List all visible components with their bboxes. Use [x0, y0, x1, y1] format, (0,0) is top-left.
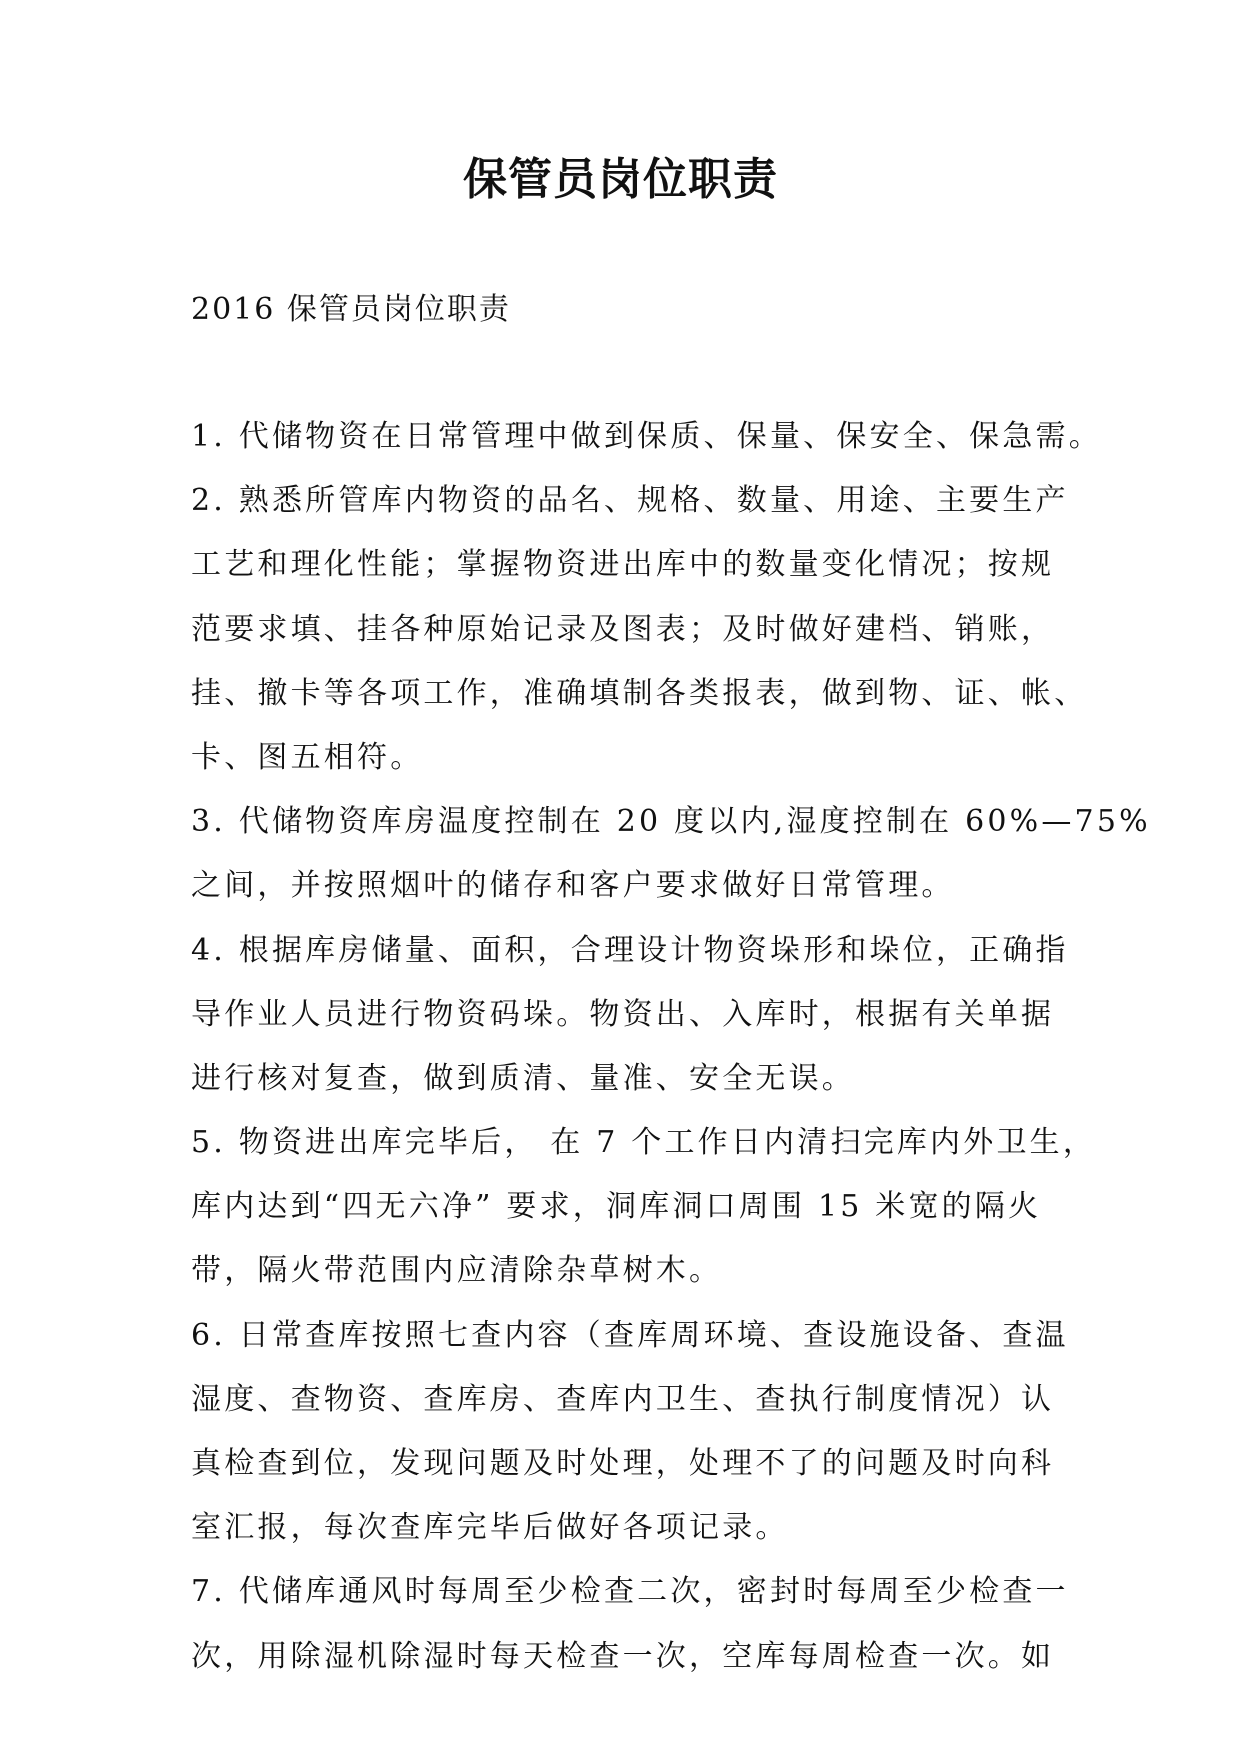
body-line: 导作业人员进行物资码垛。物资出、入库时，根据有关单据: [191, 996, 1055, 1032]
body-line: 7. 代储库通风时每周至少检查二次，密封时每周至少检查一: [191, 1574, 1069, 1610]
body-line: 3. 代储物资库房温度控制在 20 度以内,湿度控制在 60%—75%: [191, 804, 1151, 840]
body-line: 挂、撤卡等各项工作，准确填制各类报表，做到物、证、帐、: [191, 675, 1088, 711]
body-line: 范要求填、挂各种原始记录及图表；及时做好建档、销账，: [191, 611, 1055, 647]
body-line: 真检查到位，发现问题及时处理，处理不了的问题及时向科: [191, 1446, 1055, 1481]
body-line: 4. 根据库房储量、面积，合理设计物资垛形和垛位，正确指: [191, 932, 1069, 968]
document-body: [191, 405, 1151, 1689]
body-line: 工艺和理化性能；掌握物资进出库中的数量变化情况；按规: [191, 547, 1055, 583]
body-line: 湿度、查物资、查库房、查库内卫生、查执行制度情况）认: [191, 1381, 1055, 1417]
body-line: 次，用除湿机除湿时每天检查一次，空库每周检查一次。如: [191, 1638, 1055, 1674]
body-line: 室汇报，每次查库完毕后做好各项记录。: [191, 1510, 789, 1546]
body-line: 之间，并按照烟叶的储存和客户要求做好日常管理。: [191, 868, 955, 904]
body-line: 2. 熟悉所管库内物资的品名、规格、数量、用途、主要生产: [191, 483, 1069, 519]
document-subtitle: 2016 保管员岗位职责: [191, 292, 511, 327]
body-line: 1. 代储物资在日常管理中做到保质、保量、保安全、保急需。: [191, 419, 1102, 454]
document-title: 保管员岗位职责: [463, 154, 778, 205]
body-line: 卡、图五相符。: [191, 739, 424, 775]
body-line: 进行核对复查，做到质清、量准、安全无误。: [191, 1060, 855, 1096]
body-line: 库内达到“四无六净” 要求，洞库洞口周围 15 米宽的隔火: [191, 1189, 1042, 1225]
body-line: 6. 日常查库按照七查内容（查库周环境、查设施设备、查温: [191, 1317, 1069, 1353]
body-line: 5. 物资进出库完毕后， 在 7 个工作日内清扫完库内外卫生，: [191, 1125, 1097, 1161]
body-line: 带，隔火带范围内应清除杂草树木。: [191, 1253, 723, 1289]
